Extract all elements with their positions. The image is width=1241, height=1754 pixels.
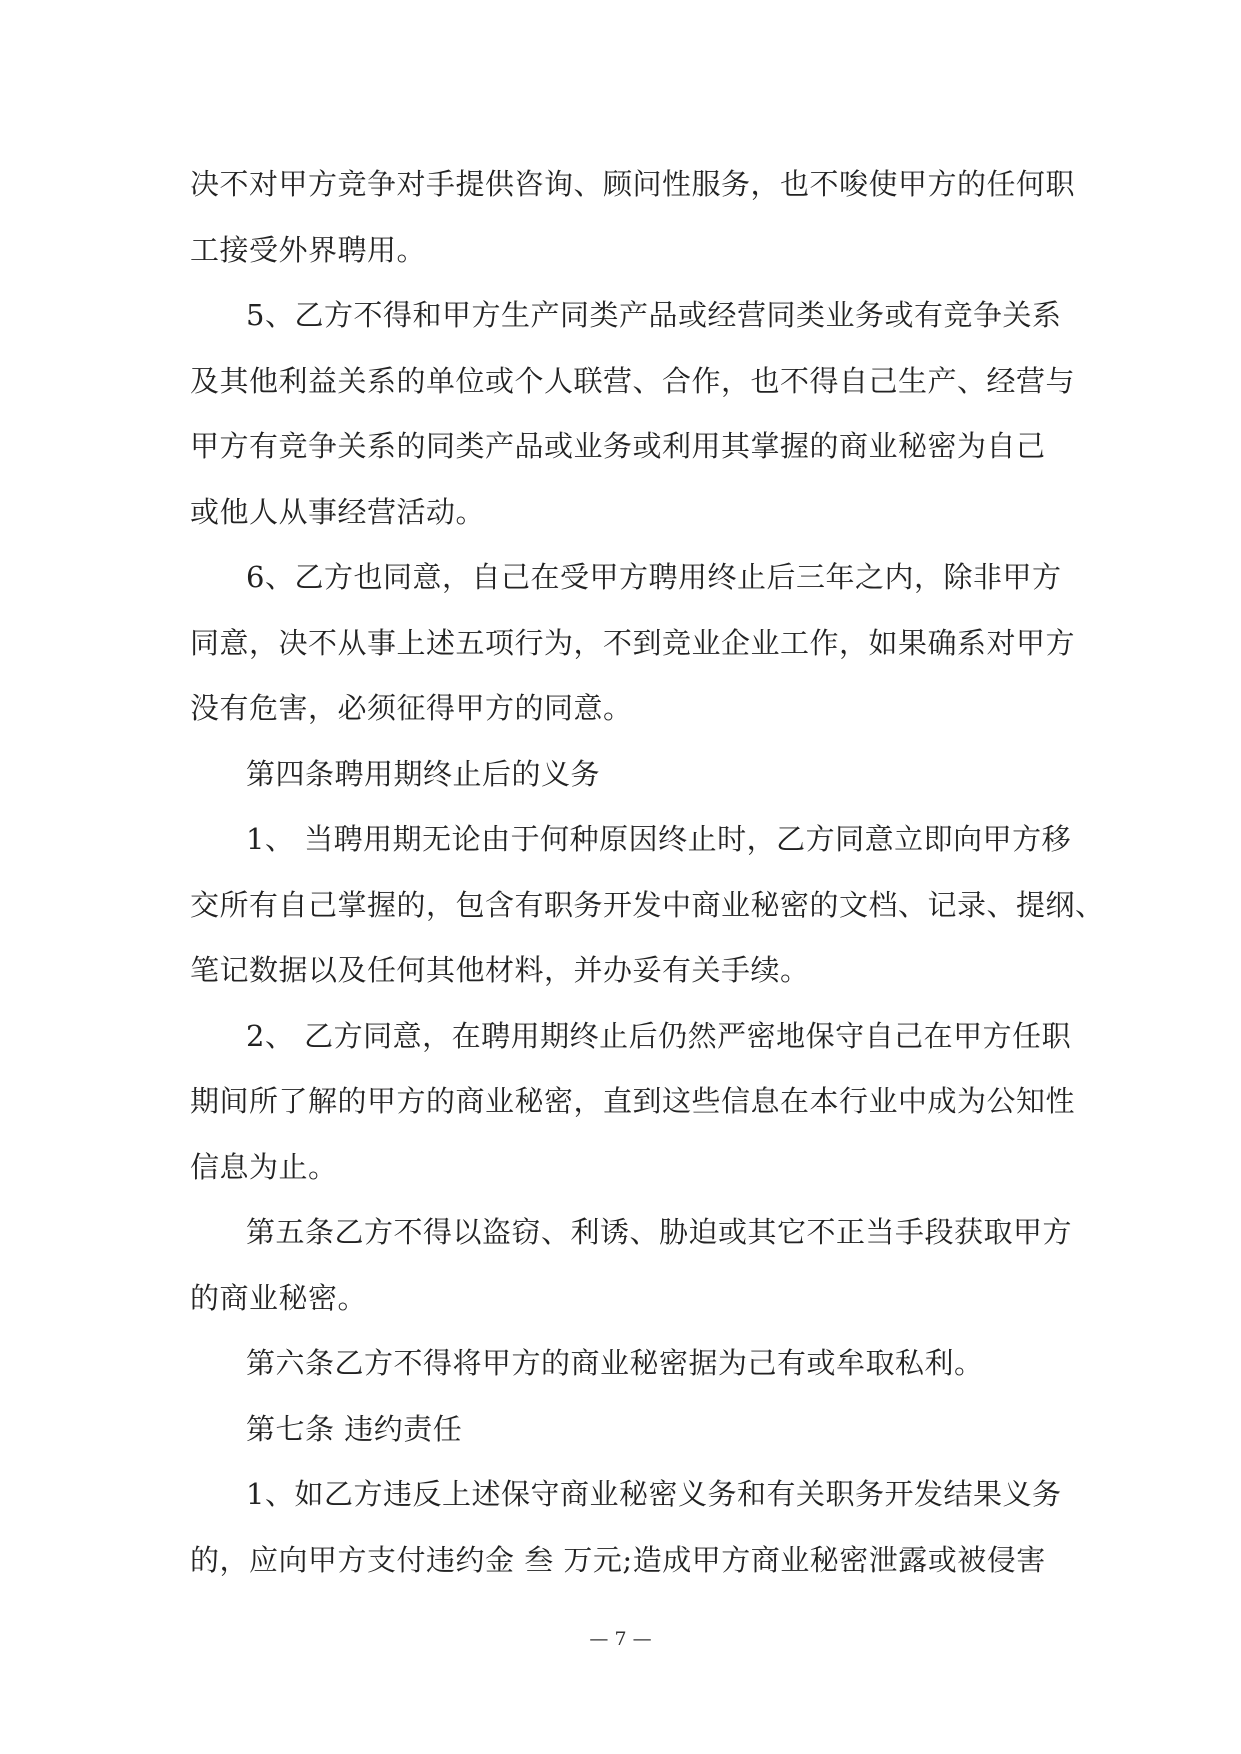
article-4-clause-1-line: 1、 当聘用期无论由于何种原因终止时，乙方同意立即向甲方移 — [246, 822, 1072, 856]
paragraph-line: 交所有自己掌握的，包含有职务开发中商业秘密的文档、记录、提纲、 — [190, 887, 1105, 922]
article-7-clause-1-line: 1、如乙方违反上述保守商业秘密义务和有关职务开发结果义务 — [246, 1477, 1062, 1511]
paragraph-line: 期间所了解的甲方的商业秘密，直到这些信息在本行业中成为公知性 — [190, 1084, 1076, 1118]
page-number: — 7 — — [589, 1628, 652, 1650]
article-5-line: 第五条乙方不得以盗窃、利诱、胁迫或其它不正当手段获取甲方 — [246, 1215, 1073, 1249]
article-6-line: 第六条乙方不得将甲方的商业秘密据为己有或牟取私利。 — [246, 1346, 984, 1380]
document-body — [190, 152, 1105, 1593]
paragraph-line: 笔记数据以及任何其他材料，并办妥有关手续。 — [190, 953, 810, 987]
paragraph-line: 的商业秘密。 — [190, 1280, 368, 1315]
paragraph-line: 信息为止。 — [190, 1149, 338, 1184]
paragraph-line: 的，应向甲方支付违约金 叁 万元;造成甲方商业秘密泄露或被侵害 — [190, 1542, 1046, 1577]
paragraph-line: 及其他利益关系的单位或个人联营、合作，也不得自己生产、经营与 — [190, 363, 1076, 398]
paragraph-line: 甲方有竞争关系的同类产品或业务或利用其掌握的商业秘密为自己 — [190, 429, 1046, 463]
paragraph-line: 决不对甲方竞争对手提供咨询、顾问性服务，也不唆使甲方的任何职 — [190, 167, 1076, 201]
paragraph-line: 工接受外界聘用。 — [190, 232, 427, 267]
article-4-clause-2-line: 2、 乙方同意，在聘用期终止后仍然严密地保守自己在甲方任职 — [246, 1018, 1072, 1053]
article-4-heading: 第四条聘用期终止后的义务 — [246, 756, 601, 791]
article-7-heading: 第七条 违约责任 — [246, 1411, 463, 1446]
clause-5-line: 5、乙方不得和甲方生产同类产品或经营同类业务或有竞争关系 — [246, 298, 1062, 332]
paragraph-line: 或他人从事经营活动。 — [190, 494, 486, 529]
paragraph-line: 没有危害，必须征得甲方的同意。 — [190, 691, 633, 725]
paragraph-line: 同意，决不从事上述五项行为，不到竞业企业工作，如果确系对甲方 — [190, 625, 1076, 660]
clause-6-line: 6、乙方也同意，自己在受甲方聘用终止后三年之内，除非甲方 — [246, 560, 1062, 594]
